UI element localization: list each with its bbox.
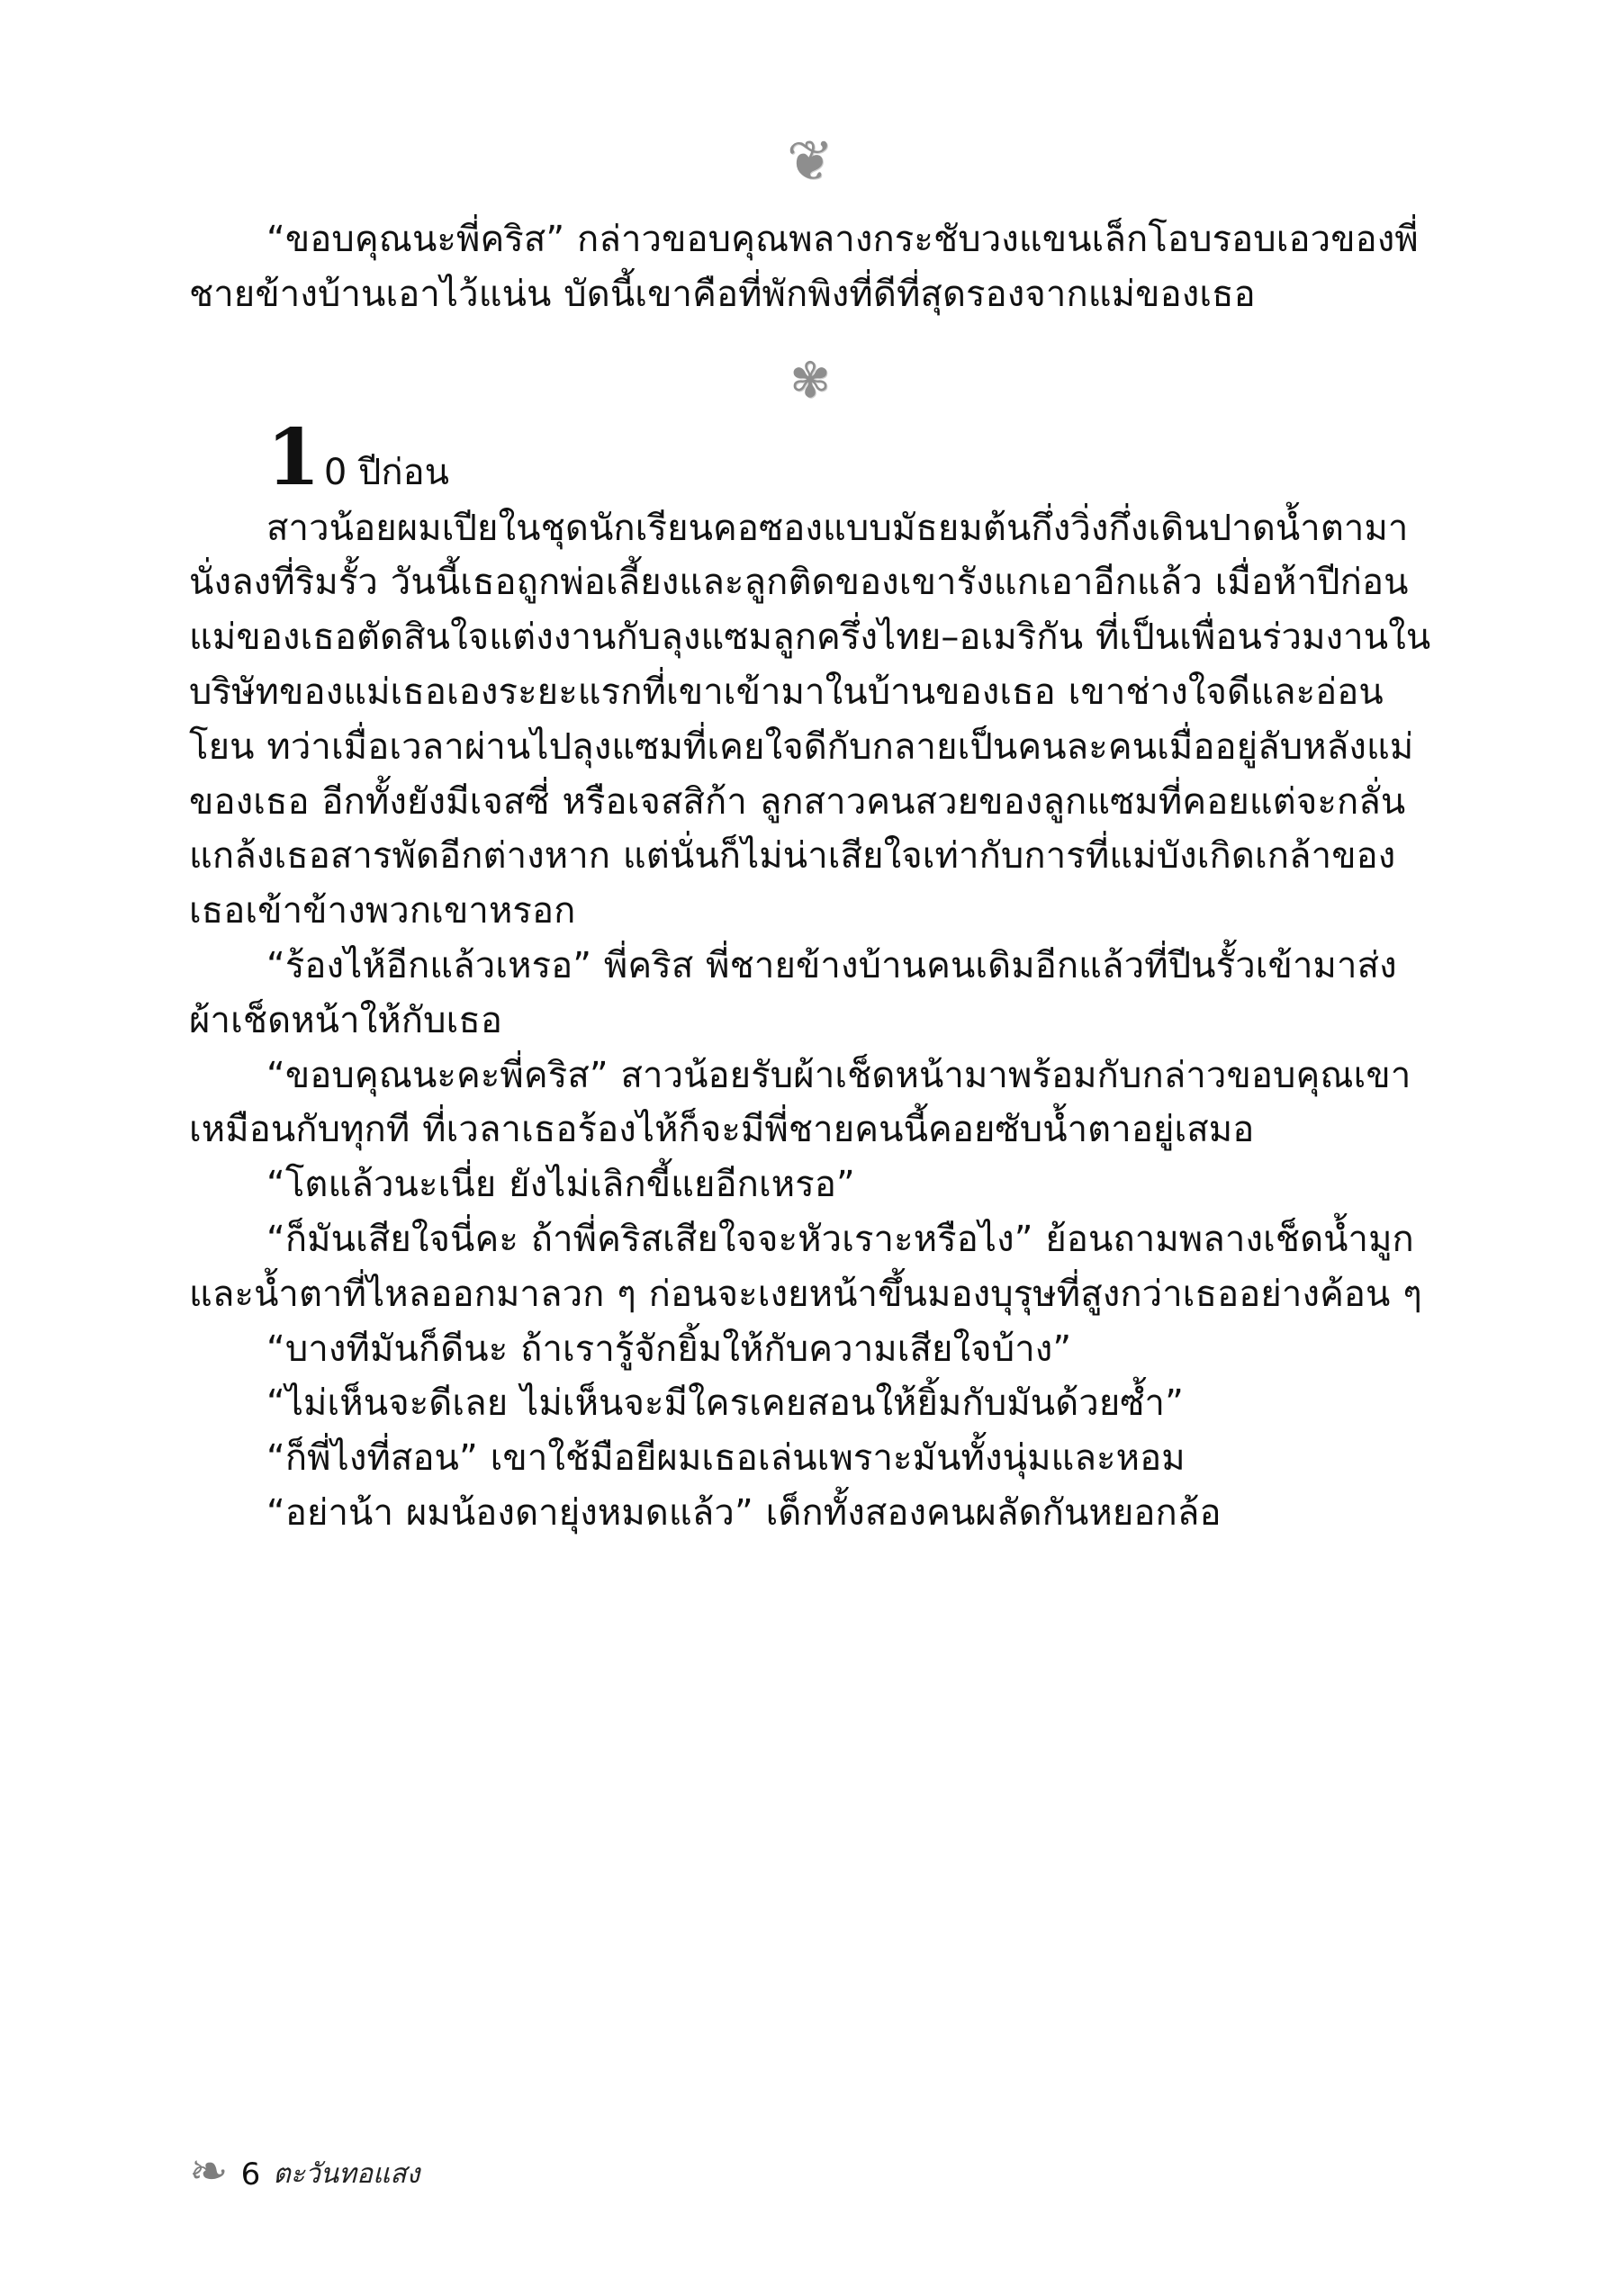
page-footer (189, 2145, 420, 2199)
paragraph: “อย่าน้า ผมน้องดายุ่งหมดแล้ว” เด็กทั้งสองคนผลัดกันหยอกล้อ (266, 1491, 1222, 1534)
paragraph: สาวน้อยผมเปียในชุดนักเรียนคอซองแบบมัธยมต้นกึ่งวิ่งกึ่งเดินปาดน้ำตามานั่งลงที่ริมรั้ว วันนี้เธอถูกพ่อเลี้ยงและลูกติดของเขารังแกเอาอีกแล้ว เมื่อห้าปีก่อน แม่ของเธอตัดสินใจแต่งงานกับลุงแซมลูกครึ่งไทย–อเมริกัน ที่เป็นเพื่อนร่วมงานในบริษัทของแม่เธอเองระยะแรกที่เขาเข้ามาในบ้านของเธอ เขาช่างใจดีและอ่อนโยน ทว่าเมื่อเวลาผ่านไปลุงแซมที่เคยใจดีกับกลายเป็นคนละคนเมื่ออยู่ลับหลังแม่ของเธอ อีกทั้งยังมีเจสซี่ หรือเจสสิก้า ลูกสาวคนสวยของลูกแซมที่คอยแต่จะกลั่นแกล้งเธอสารพัดอีกต่างหาก แต่นั่นก็ไม่น่าเสียใจเท่ากับการที่แม่บังเกิดเกล้าของเธอเข้าข้างพวกเขาหรอก (189, 507, 1431, 932)
chapter-subtitle: 0 ปีก่อน (323, 451, 449, 493)
paragraph: “ร้องไห้อีกแล้วเหรอ” พี่คริส พี่ชายข้างบ้านคนเดิมอีกแล้วที่ปีนรั้วเข้ามาส่งผ้าเช็ดหน้าให้กับเธอ (189, 944, 1397, 1041)
shell-ornament-icon: ❧ (189, 2145, 229, 2199)
paragraph: “ก็พี่ไงที่สอน” เขาใช้มือยีผมเธอเล่นเพราะมันทั้งนุ่มและหอม (266, 1437, 1186, 1480)
page-number: 6 (240, 2156, 261, 2192)
cherub-ornament (189, 128, 1431, 194)
paragraph-intro: “ขอบคุณนะพี่คริส” กล่าวขอบคุณพลางกระชับวงแขนเล็กโอบรอบเอวของพี่ชายข้างบ้านเอาไว้แน่น บัดนี้เขาคือที่พักพิงที่ดีที่สุดรองจากแม่ของเธอ (189, 219, 1419, 315)
lamp-ornament (189, 351, 1431, 409)
paragraph: “บางทีมันก็ดีนะ ถ้าเรารู้จักยิ้มให้กับความเสียใจบ้าง” (266, 1328, 1072, 1370)
page-content (189, 117, 1431, 1541)
paragraph: “ไม่เห็นจะดีเลย ไม่เห็นจะมีใครเคยสอนให้ยิ้มกับมันด้วยซ้ำ” (266, 1382, 1184, 1425)
paragraph: “ขอบคุณนะคะพี่คริส” สาวน้อยรับผ้าเช็ดหน้ามาพร้อมกับกล่าวขอบคุณเขาเหมือนกับทุกที ที่เวลาเธอร้องไห้ก็จะมีพี่ชายคนนี้คอยซับน้ำตาอยู่เสมอ (189, 1054, 1411, 1151)
lamp-ornament-icon: ✾ (789, 351, 831, 409)
chapter-number: 1 (266, 411, 320, 503)
book-title: ตะวันทอแสง (273, 2158, 420, 2190)
paragraph: “ก็มันเสียใจนี่คะ ถ้าพี่คริสเสียใจจะหัวเราะหรือไง” ย้อนถามพลางเช็ดน้ำมูกและน้ำตาที่ไหลออกมาลวก ๆ ก่อนจะเงยหน้าขึ้นมองบุรุษที่สูงกว่าเธออย่างค้อน ๆ (189, 1218, 1422, 1315)
body-text (189, 501, 1431, 1541)
cherub-ornament-icon: ❦ (787, 128, 834, 194)
paragraph: “โตแล้วนะเนี่ย ยังไม่เลิกขี้แยอีกเหรอ” (266, 1164, 855, 1206)
chapter-heading (189, 411, 1431, 503)
